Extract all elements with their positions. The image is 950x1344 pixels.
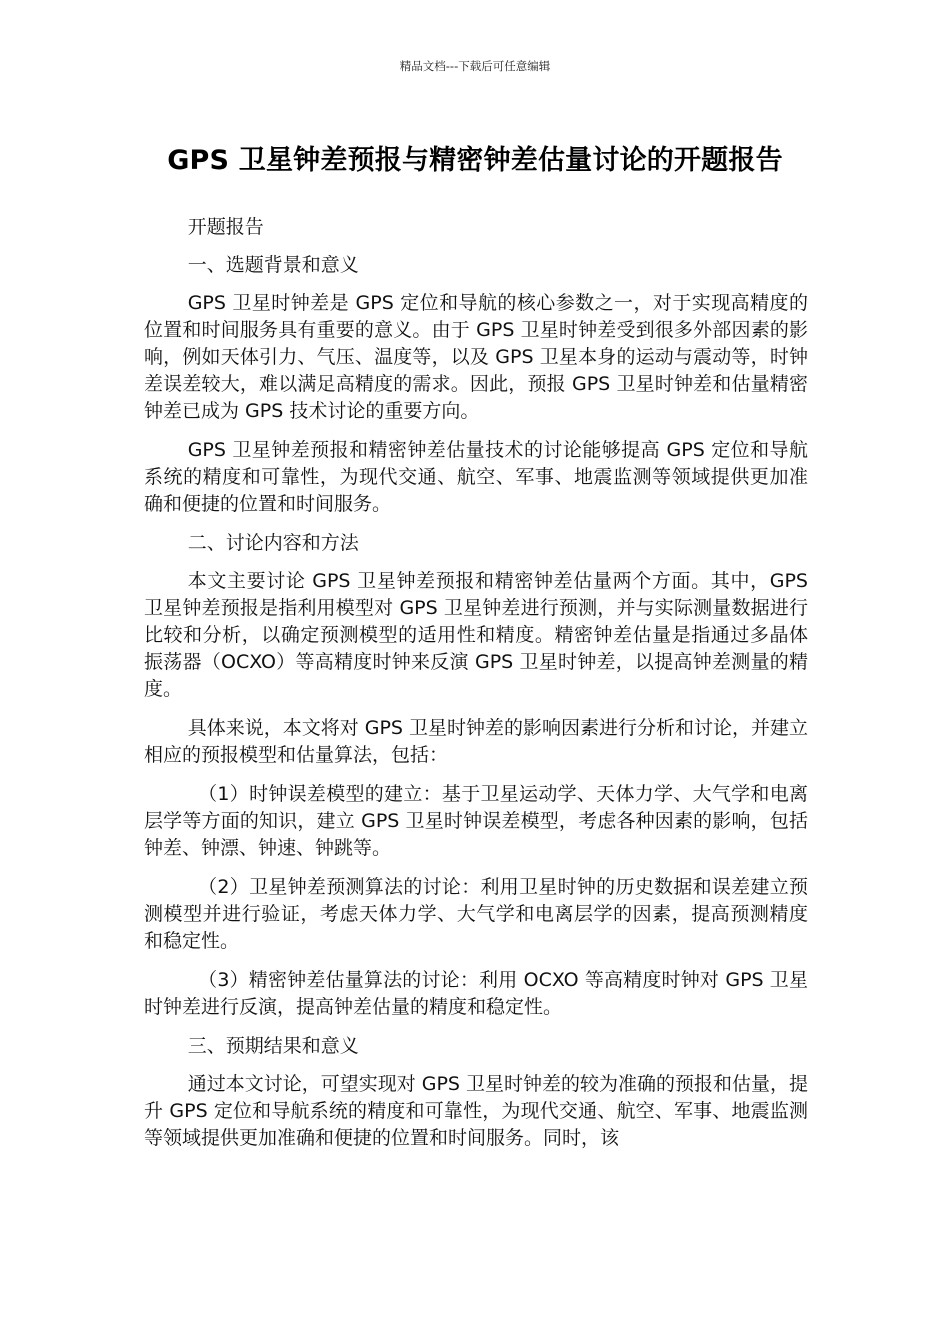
document-title: GPS 卫星钟差预报与精密钟差估量讨论的开题报告 — [167, 145, 783, 176]
body-paragraph: GPS 卫星钟差预报和精密钟差估量技术的讨论能够提高 GPS 定位和导航系统的精度和可靠性，为现代交通、航空、军事、地震监测等领域提供更加准确和便捷的位置和时间服务。 — [144, 439, 808, 515]
body-paragraph: 本文主要讨论 GPS 卫星钟差预报和精密钟差估量两个方面。其中，GPS 卫星钟差预报是指利用模型对 GPS 卫星钟差进行预测，并与实际测量数据进行比较和分析，以确定预测模型的适用性和精度。精密钟差估量是指通过多晶体振荡器（OCXO）等高精度时钟来反演 GPS 卫星时钟差，以提高钟差测量的精度。 — [144, 570, 808, 700]
section-heading-background: 一、选题背景和意义 — [187, 254, 359, 276]
header-note: 精品文档---下载后可任意编辑 — [399, 59, 551, 73]
section-heading-expected-results: 三、预期结果和意义 — [187, 1035, 359, 1057]
document-body — [144, 214, 808, 1164]
list-item: （1）时钟误差模型的建立：基于卫星运动学、天体力学、大气学和电离层学等方面的知识，建立 GPS 卫星时钟误差模型，考虑各种因素的影响，包括钟差、钟漂、钟速、钟跳等。 — [144, 783, 808, 859]
body-paragraph: 通过本文讨论，可望实现对 GPS 卫星时钟差的较为准确的预报和估量，提升 GPS 定位和导航系统的精度和可靠性，为现代交通、航空、军事、地震监测等领域提供更加准确和便捷的位置和时间服务。同时，该 — [144, 1073, 809, 1149]
list-item: （3）精密钟差估量算法的讨论：利用 OCXO 等高精度时钟对 GPS 卫星时钟差进行反演，提高钟差估量的精度和稳定性。 — [144, 969, 808, 1018]
section-label-report: 开题报告 — [187, 216, 264, 238]
body-paragraph: 具体来说，本文将对 GPS 卫星时钟差的影响因素进行分析和讨论，并建立相应的预报模型和估量算法，包括： — [144, 717, 809, 766]
section-heading-content-method: 二、讨论内容和方法 — [187, 532, 359, 554]
list-item: （2）卫星钟差预测算法的讨论：利用卫星时钟的历史数据和误差建立预测模型并进行验证，考虑天体力学、大气学和电离层学的因素，提高预测精度和稳定性。 — [144, 876, 808, 952]
body-paragraph: GPS 卫星时钟差是 GPS 定位和导航的核心参数之一，对于实现高精度的位置和时间服务具有重要的意义。由于 GPS 卫星时钟差受到很多外部因素的影响，例如天体引力、气压、温度等，以及 GPS 卫星本身的运动与震动等，时钟差误差较大，难以满足高精度的需求。因此，预报 GPS 卫星时钟差和估量精密钟差已成为 GPS 技术讨论的重要方向。 — [144, 292, 808, 422]
